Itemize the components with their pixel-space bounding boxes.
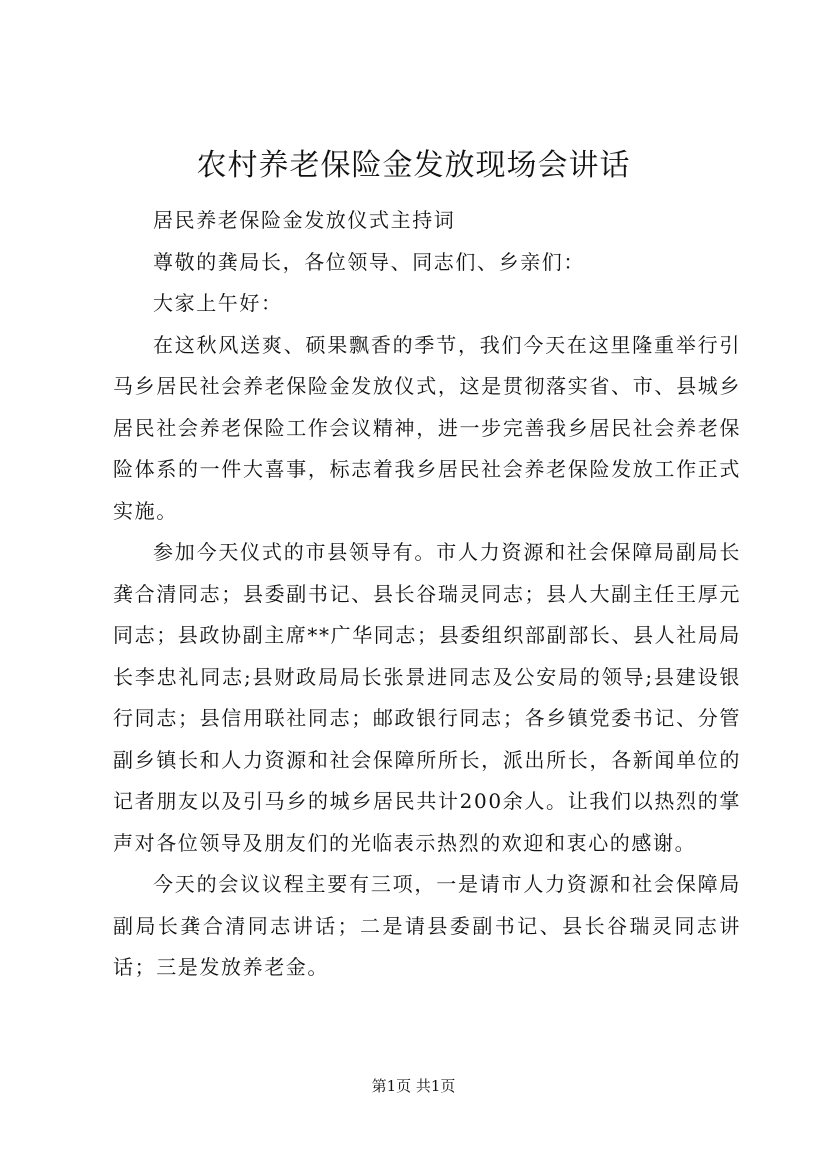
paragraph-subtitle: 居民养老保险金发放仪式主持词 <box>153 208 456 232</box>
document-body <box>113 200 741 989</box>
paragraph-opening: 在这秋风送爽、硕果飘香的季节，我们今天在这里隆重举行引马乡居民社会养老保险金发放仪式，这是贯彻落实省、市、县城乡居民社会养老保险工作会议精神，进一步完善我乡居民社会养老保险体系的一件大喜事，标志着我乡居民社会养老保险发放工作正式实施。 <box>113 332 741 523</box>
paragraph-greeting: 大家上午好： <box>153 291 283 315</box>
paragraph-attendees: 参加今天仪式的市县领导有。市人力资源和社会保障局副局长龚合清同志；县委副书记、县长谷瑞灵同志；县人大副主任王厚元同志；县政协副主席**广华同志；县委组织部副部长、县人社局局长李忠礼同志;县财政局局长张景进同志及公安局的领导;县建设银行同志；县信用联社同志；邮政银行同志；各乡镇党委书记、分管副乡镇长和人力资源和社会保障所所长，派出所长，各新闻单位的记者朋友以及引马乡的城乡居民共计200余人。让我们以热烈的掌声对各位领导及朋友们的光临表示热烈的欢迎和衷心的感谢。 <box>113 540 741 855</box>
document-title: 农村养老保险金发放现场会讲话 <box>196 148 631 183</box>
paragraph-salutation: 尊敬的龚局长，各位领导、同志们、乡亲们： <box>153 249 585 274</box>
page-number-footer: 第1页 共1页 <box>371 1077 456 1095</box>
paragraph-agenda: 今天的会议议程主要有三项，一是请市人力资源和社会保障局副局长龚合清同志讲话；二是请县委副书记、县长谷瑞灵同志讲话；三是发放养老金。 <box>113 872 741 979</box>
